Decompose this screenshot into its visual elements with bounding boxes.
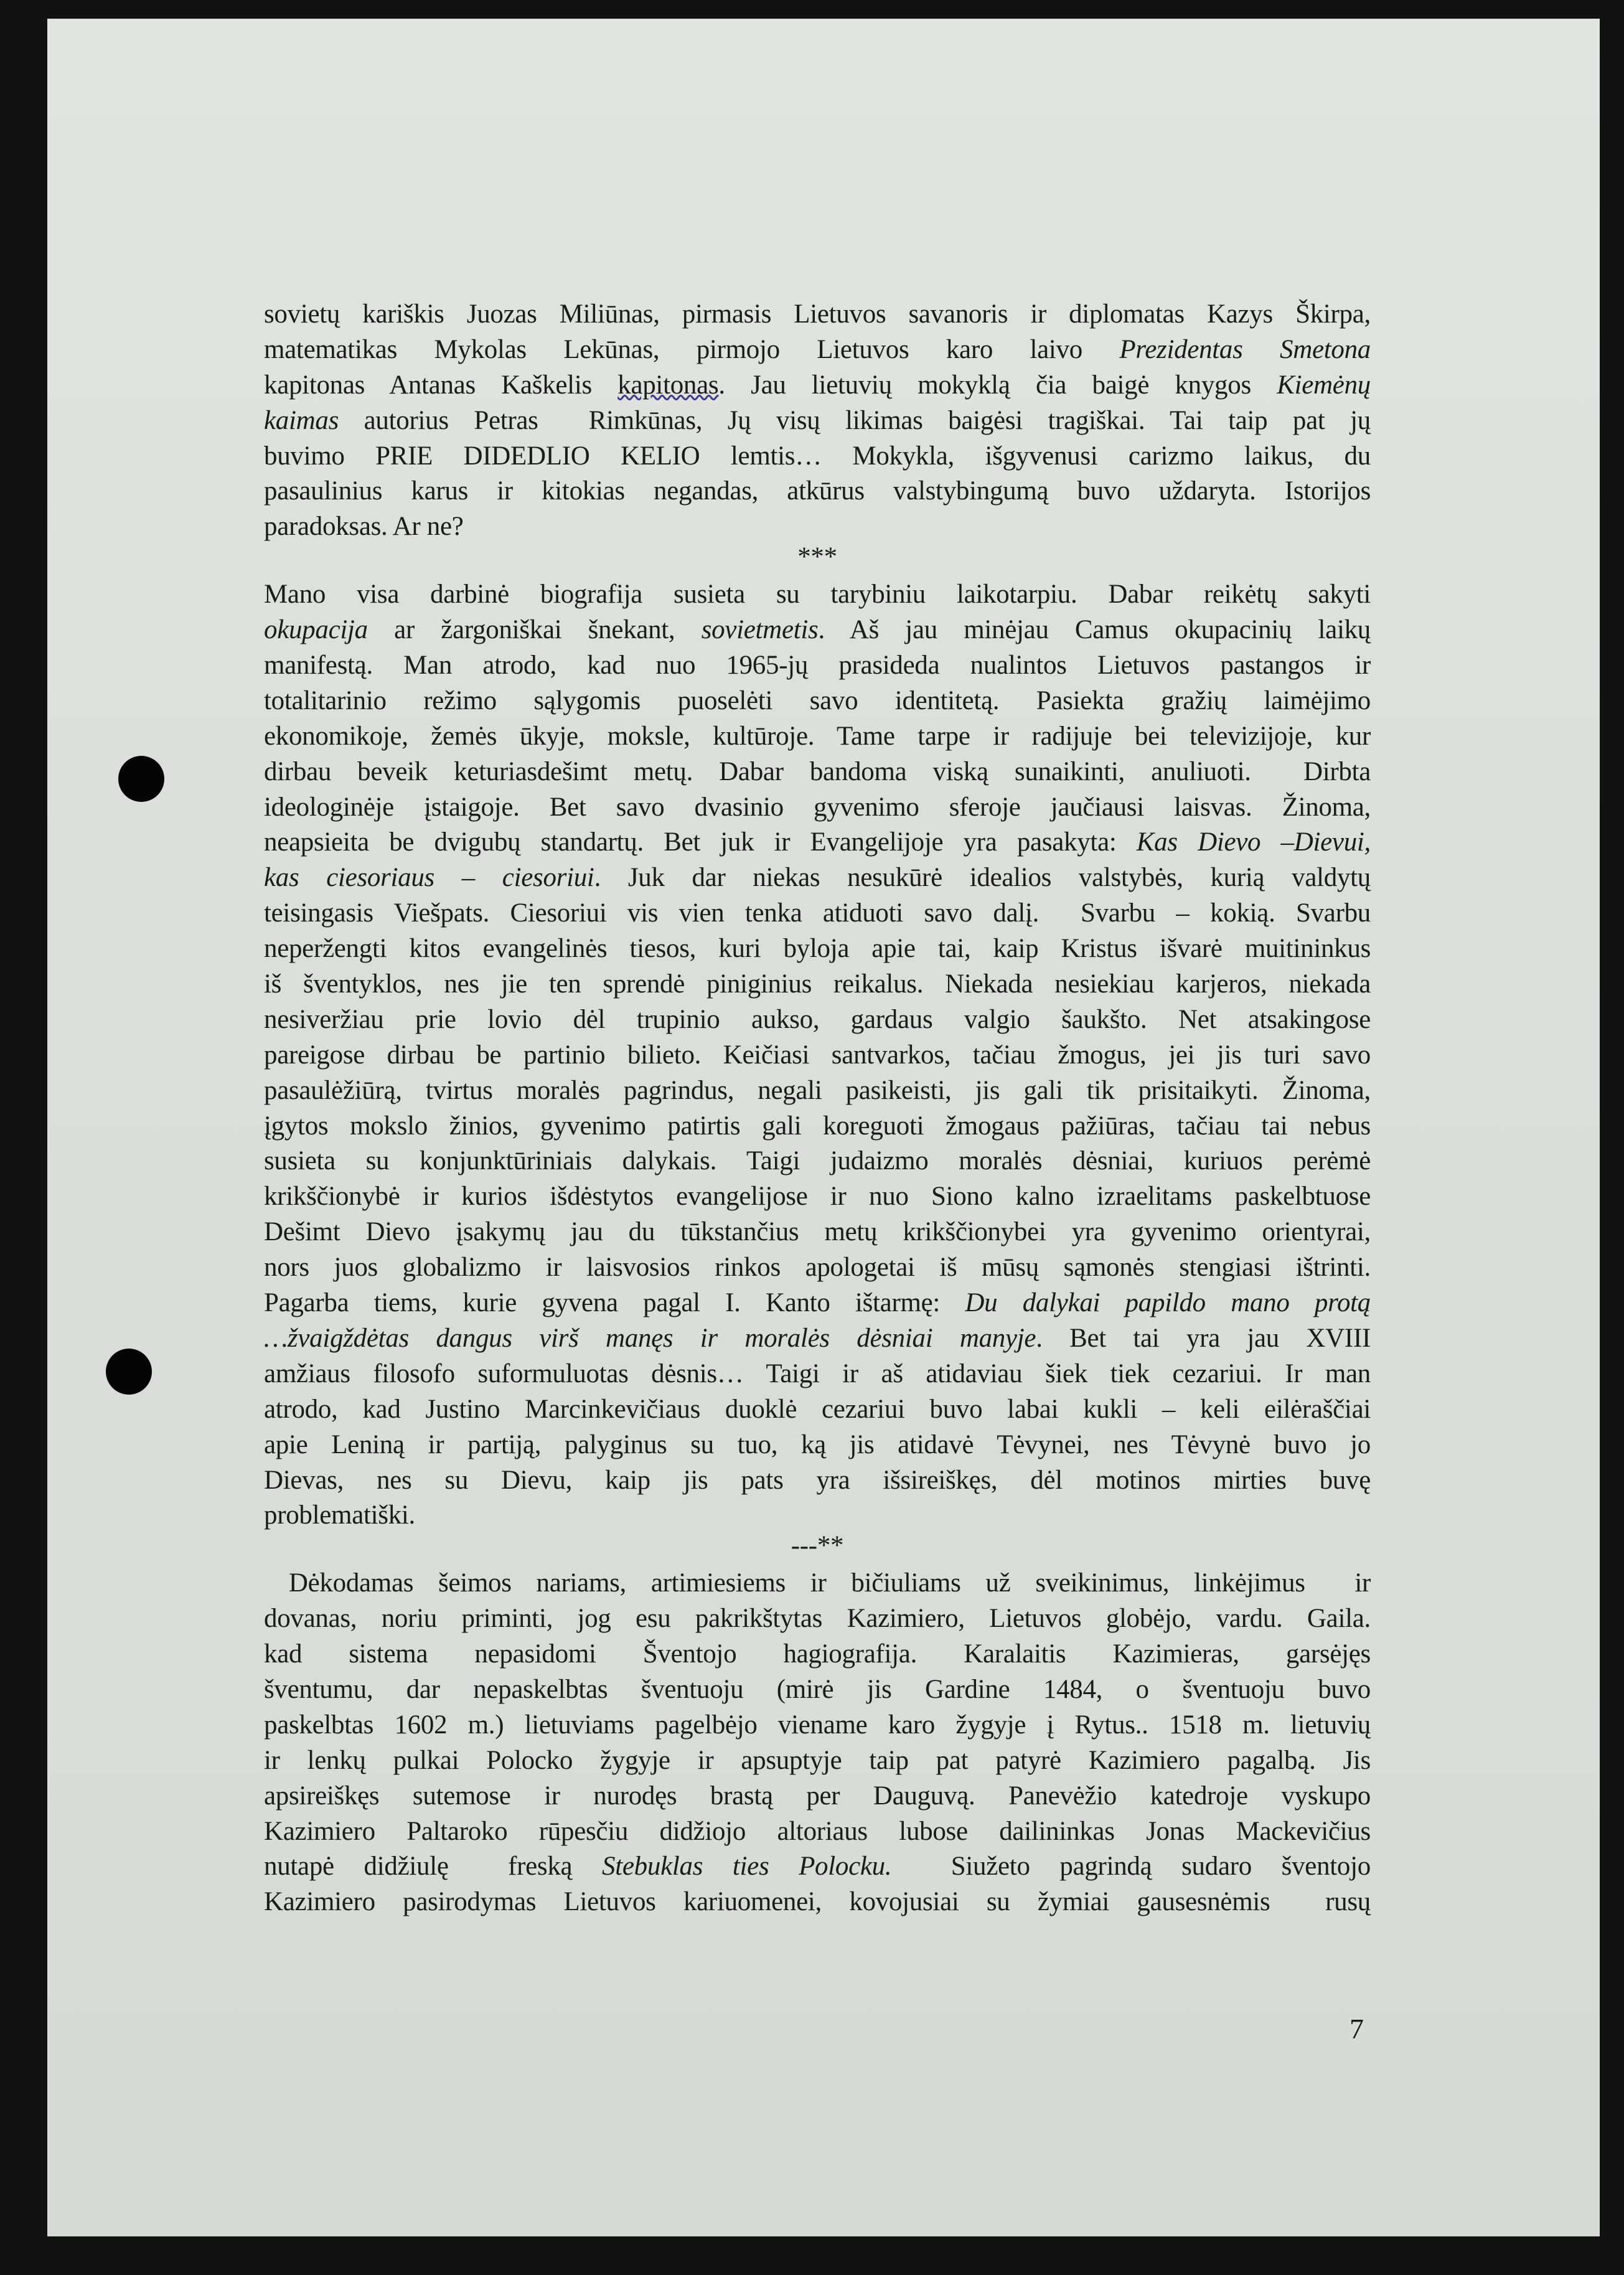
text-run: atrodo, kad Justino Marcinkevičiaus duoklė cezariui buvo labai kukli – keli eilėraščiai — [264, 1394, 1371, 1424]
text-run: matematikas Mykolas Lekūnas, pirmojo Lietuvos karo laivo — [264, 334, 1120, 364]
text-run: ekonomikoje, žemės ūkyje, moksle, kultūroje. Tame tarpe ir radijuje bei televizijoje, kur — [264, 721, 1371, 751]
text-line — [264, 967, 1371, 1002]
text-line — [264, 719, 1371, 755]
text-run: . Jau lietuvių mokyklą čia baigė knygos — [718, 370, 1277, 400]
punch-hole — [118, 756, 164, 802]
text-line — [264, 1637, 1371, 1672]
punch-hole — [106, 1349, 152, 1395]
text-line — [264, 577, 1371, 613]
text-run: įgytos mokslo žinios, gyvenimo patirtis gali koreguoti žmogaus pažiūras, tačiau tai nebus — [264, 1111, 1371, 1141]
text-line — [264, 1566, 1371, 1601]
text-run: Siužeto pagrindą sudaro šventojo — [891, 1852, 1371, 1882]
text-run: neperžengti kitos evangelinės tiesos, kuri byloja apie tai, kaip Kristus išvarė muitininkus — [264, 934, 1371, 964]
paragraph — [264, 297, 1371, 545]
text-run: . Aš jau minėjau Camus okupacinių laikų — [818, 615, 1371, 645]
text-run: dirbau beveik keturiasdešimt metų. Dabar bandoma viską sunaikinti, anuliuoti. Dirbta — [264, 756, 1371, 786]
text-line — [264, 403, 1371, 439]
text-run: susieta su konjunktūriniais dalykais. Taigi judaizmo moralės dėsniai, kuriuos perėmė — [264, 1146, 1371, 1176]
section-separator: *** — [797, 542, 837, 572]
handwritten-mark-text: kapitonas — [617, 370, 719, 400]
text-line — [264, 1321, 1371, 1357]
text-line — [264, 860, 1371, 896]
text-run: nutapė didžiulę freską — [264, 1852, 603, 1882]
text-run: amžiaus filosofo suformuluotas dėsnis… Taigi ir aš atidaviau šiek tiek cezariui. Ir man — [264, 1359, 1371, 1388]
italic-text: kaimas — [264, 405, 339, 435]
text-line — [264, 1779, 1371, 1814]
text-run: pareigose dirbau be partinio bilieto. Keičiasi santvarkos, tačiau žmogus, jei jis turi savo — [264, 1040, 1371, 1070]
text-run: paradoksas. Ar ne? — [264, 512, 464, 542]
text-run: apie Leniną ir partiją, palyginus su tuo, ką jis atidavė Tėvynei, nes Tėvynė buvo jo — [264, 1430, 1371, 1459]
text-run: paskelbtas 1602 m.) lietuviams pagelbėjo viename karo žygyje į Rytus.. 1518 m. lietuvių — [264, 1710, 1371, 1740]
text-run: manifestą. Man atrodo, kad nuo 1965-jų prasideda nualintos Lietuvos pastangos ir — [264, 651, 1371, 681]
text-run: iš šventyklos, nes jie ten sprendė piniginius reikalus. Niekada nesiekiau karjeros, niekada — [264, 969, 1371, 999]
italic-text: Du dalykai papildo mano protą — [965, 1288, 1371, 1318]
text-line — [264, 1144, 1371, 1179]
text-run: Dievas, nes su Dievu, kaip jis pats yra išsireiškęs, dėl motinos mirties buvę — [264, 1465, 1371, 1495]
text-line — [264, 613, 1371, 648]
text-line — [264, 1743, 1371, 1779]
text-run: autorius Petras Rimkūnas, Jų visų likimas baigėsi tragiškai. Tai taip pat jų — [339, 405, 1371, 435]
text-line — [264, 1849, 1371, 1885]
text-line — [264, 1814, 1371, 1850]
text-run: Pagarba tiems, kurie gyvena pagal I. Kanto ištarmę: — [264, 1288, 965, 1318]
italic-text: …žvaigždėtas dangus virš manęs ir moralės dėsniai manyje — [264, 1323, 1036, 1353]
text-run: Kazimiero pasirodymas Lietuvos kariuomenei, kovojusiai su žymiai gausesnėmis rusų — [264, 1887, 1371, 1917]
paragraph — [264, 1566, 1371, 1920]
italic-text: Prezidentas Smetona — [1119, 334, 1371, 364]
italic-text: sovietmetis — [701, 615, 819, 645]
italic-text: kas ciesoriaus – ciesoriui — [264, 863, 594, 893]
text-run: . Bet tai yra jau XVIII — [1036, 1323, 1371, 1353]
text-run: neapsieita be dvigubų standartų. Bet juk ir Evangelijoje yra pasakyta: — [264, 827, 1137, 857]
text-line — [264, 1002, 1371, 1038]
text-line — [264, 509, 1371, 545]
text-line — [264, 825, 1371, 860]
text-run: šventumu, dar nepaskelbtas šventuoju (mirė jis Gardine 1484, o šventuoju buvo — [264, 1674, 1371, 1704]
text-line — [264, 439, 1371, 474]
text-run: sovietų kariškis Juozas Miliūnas, pirmasis Lietuvos savanoris ir diplomatas Kazys Škirpa, — [264, 299, 1371, 329]
text-run: Mano visa darbinė biografija susieta su tarybiniu laikotarpiu. Dabar reikėtų sakyti — [264, 580, 1371, 610]
text-line — [264, 1498, 1371, 1533]
text-run: nesiveržiau prie lovio dėl trupinio aukso, gardaus valgio šaukšto. Net atsakingose — [264, 1004, 1371, 1034]
text-line — [264, 931, 1371, 967]
text-run: problematiški. — [264, 1500, 416, 1530]
text-run: teisingasis Viešpats. Ciesoriui vis vien tenka atiduoti savo dalį. Svarbu – kokią. Svarbu — [264, 898, 1371, 928]
text-run: totalitarinio režimo sąlygomis puoselėti savo identitetą. Pasiekta gražių laimėjimo — [264, 685, 1371, 715]
text-line — [264, 1428, 1371, 1463]
text-line — [264, 1392, 1371, 1428]
page-number: 7 — [1349, 2013, 1364, 2045]
text-line — [264, 1885, 1371, 1920]
text-run: pasaulinius karus ir kitokias negandas, atkūrus valstybingumą buvo uždaryta. Istorijos — [264, 476, 1371, 506]
text-run: krikščionybė ir kurios išdėstytos evangelijose ir nuo Siono kalno izraelitams paskelbtuose — [264, 1182, 1371, 1212]
text-line — [264, 1038, 1371, 1073]
text-run: . Juk dar niekas nesukūrė idealios valstybės, kurią valdytų — [594, 863, 1371, 893]
italic-text: Stebuklas ties Polocku. — [602, 1852, 892, 1882]
text-line — [264, 790, 1371, 826]
text-run: kad sistema nepasidomi Šventojo hagiografija. Karalaitis Kazimieras, garsėjęs — [264, 1639, 1371, 1669]
body-text — [264, 297, 1371, 1920]
text-run: Dėkodamas šeimos nariams, artimiesiems ir bičiuliams už sveikinimus, linkėjimus ir — [264, 1568, 1371, 1598]
text-line — [264, 1708, 1371, 1743]
text-line — [264, 1109, 1371, 1144]
text-run: pasaulėžiūrą, tvirtus moralės pagrindus, negali pasikeisti, jis gali tik prisitaikyti. Žinoma, — [264, 1075, 1371, 1105]
text-run: ir lenkų pulkai Polocko žygyje ir apsuptyje taip pat patyrė Kazimiero pagalbą. Jis — [264, 1745, 1371, 1775]
text-line — [264, 1601, 1371, 1637]
text-line — [264, 297, 1371, 332]
paragraph — [264, 577, 1371, 1533]
text-run: Kazimiero Paltaroko rūpesčiu didžiojo altoriaus lubose dailininkas Jonas Mackevičius — [264, 1816, 1371, 1846]
section-separator: ---** — [791, 1531, 844, 1561]
text-line — [264, 755, 1371, 790]
text-line — [264, 1357, 1371, 1392]
text-line — [264, 1073, 1371, 1109]
text-run: ar žargoniškai šnekant, — [367, 615, 702, 645]
text-line — [264, 896, 1371, 931]
text-line — [264, 1215, 1371, 1250]
text-line — [264, 474, 1371, 509]
text-line — [264, 648, 1371, 684]
text-line — [264, 368, 1371, 403]
text-line — [264, 1250, 1371, 1286]
text-line — [264, 1463, 1371, 1499]
text-line — [264, 1286, 1371, 1321]
italic-text: Kas Dievo –Dievui, — [1136, 827, 1371, 857]
text-run: buvimo PRIE DIDEDLIO KELIO lemtis… Mokykla, išgyvenusi carizmo laikus, du — [264, 441, 1371, 471]
text-run: nors juos globalizmo ir laisvosios rinkos apologetai iš mūsų sąmonės stengiasi ištrinti. — [264, 1253, 1371, 1283]
text-run: kapitonas Antanas Kaškelis — [264, 370, 618, 400]
text-line — [264, 1672, 1371, 1708]
text-run: dovanas, noriu priminti, jog esu pakrikštytas Kazimiero, Lietuvos globėjo, vardu. Gaila. — [264, 1604, 1371, 1634]
text-line — [264, 1179, 1371, 1215]
text-run: apsireiškęs sutemose ir nurodęs brastą per Dauguvą. Panevėžio katedroje vyskupo — [264, 1781, 1371, 1811]
text-line — [264, 684, 1371, 719]
text-run: ideologinėje įstaigoje. Bet savo dvasinio gyvenimo sferoje jaučiausi laisvas. Žinoma, — [264, 792, 1371, 822]
text-run: Dešimt Dievo įsakymų jau du tūkstančius metų krikščionybei yra gyvenimo orientyrai, — [264, 1217, 1371, 1247]
italic-text: Kiemėnų — [1277, 370, 1371, 400]
italic-text: okupacija — [264, 615, 368, 645]
text-line — [264, 332, 1371, 368]
